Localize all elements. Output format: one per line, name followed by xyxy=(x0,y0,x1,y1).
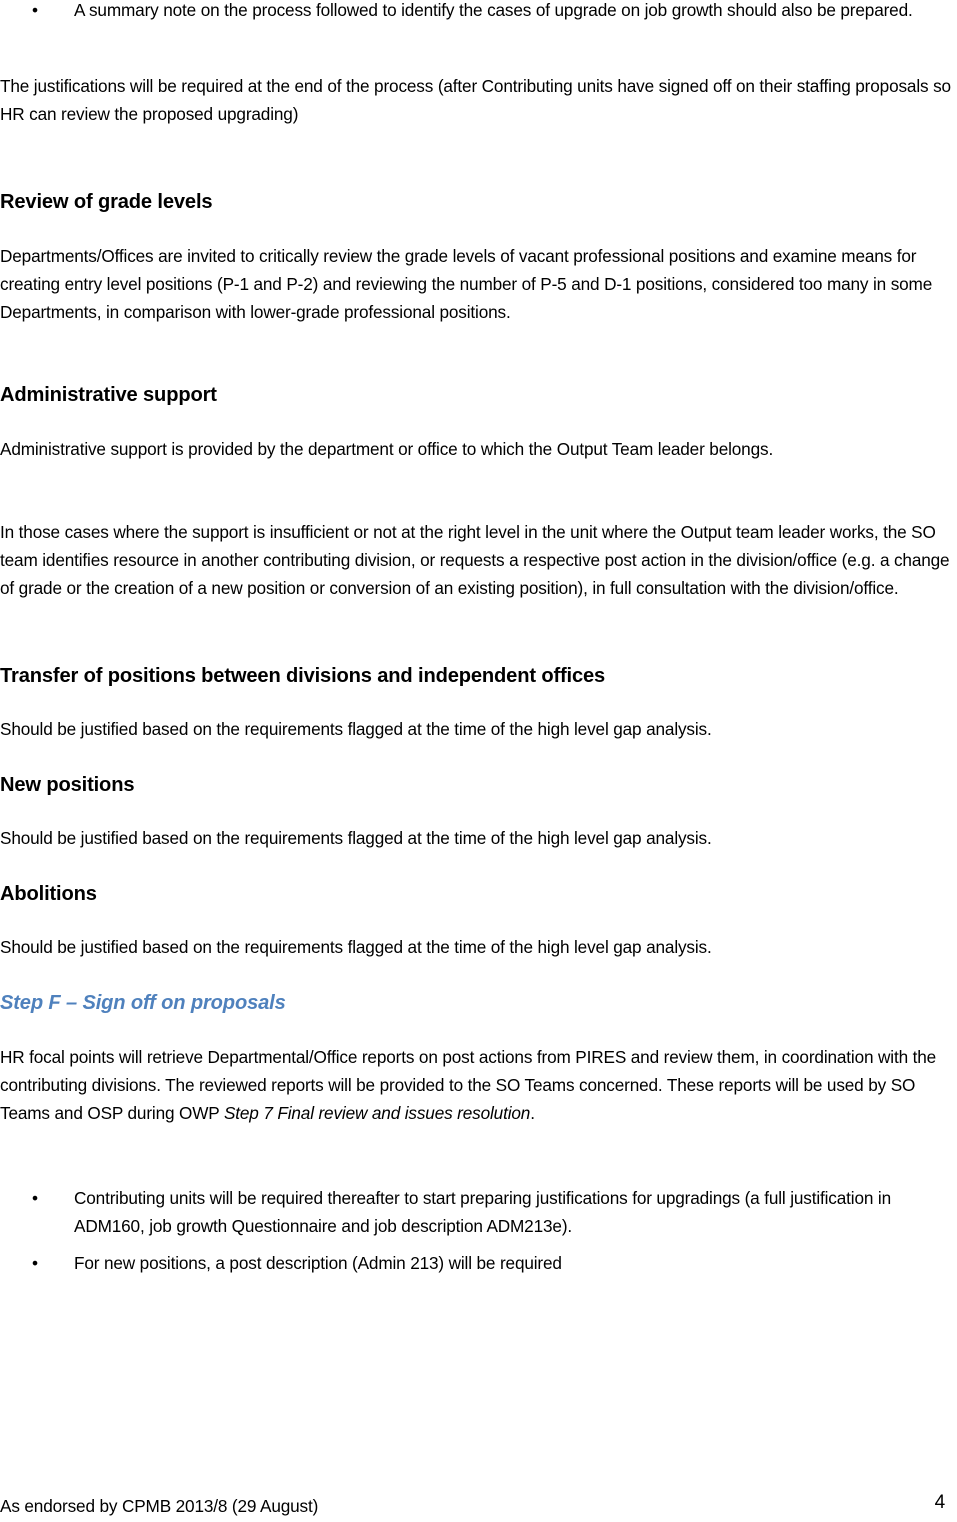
page-number: 4 xyxy=(934,1492,945,1513)
step-f-text-end: . xyxy=(530,1103,535,1123)
heading-transfer-of-positions: Transfer of positions between divisions and independent offices xyxy=(0,665,606,687)
paragraph-abolitions: Should be justified based on the requirements flagged at the time of the high level gap analysis. xyxy=(0,937,712,957)
heading-new-positions: New positions xyxy=(0,774,135,796)
step-f-text: HR focal points will retrieve Departmental/Office reports on post actions from PIRES and review them, in coordination with the contributing divisions. The reviewed reports will be provided to the SO Teams concerned. These reports will be used by SO Teams and OSP during OWP xyxy=(0,1047,937,1123)
list-item-text: Contributing units will be required thereafter to start preparing justifications for upgradings (a full justification in ADM160, job growth Questionnaire and job description ADM213e). xyxy=(74,1188,891,1236)
paragraph-step-f xyxy=(0,1043,957,1127)
list-item-text: A summary note on the process followed to identify the cases of upgrade on job growth should also be prepared. xyxy=(74,0,913,20)
paragraph-transfer-of-positions: Should be justified based on the requirements flagged at the time of the high level gap analysis. xyxy=(0,719,712,739)
paragraph-admin-support-1: Administrative support is provided by the department or office to which the Output Team leader belongs. xyxy=(0,439,774,459)
paragraph-admin-support-2: In those cases where the support is insufficient or not at the right level in the unit where the Output team leader works, the SO team identifies resource in another contributing division, or requests a respective post action in the division/office (e.g. a change of grade or the creation of a new position or conversion of an existing position), in full consultation with the division/office. xyxy=(0,522,950,598)
step-f-italic-reference: Step 7 Final review and issues resolution xyxy=(223,1103,531,1123)
footer-endorsement: As endorsed by CPMB 2013/8 (29 August) xyxy=(0,1496,319,1516)
paragraph-review-grade-levels: Departments/Offices are invited to critically review the grade levels of vacant professional positions and examine means for creating entry level positions (P-1 and P-2) and reviewing the number of P-5 and D-1 positions, considered too many in some Departments, in comparison with lower-grade professional positions. xyxy=(0,246,933,322)
page-footer xyxy=(0,1492,957,1522)
list-item-text: For new positions, a post description (Admin 213) will be required xyxy=(74,1253,562,1273)
bullet-icon: • xyxy=(32,0,38,20)
bullet-icon: • xyxy=(32,1188,38,1208)
paragraph-new-positions: Should be justified based on the requirements flagged at the time of the high level gap analysis. xyxy=(0,828,712,848)
heading-review-grade-levels: Review of grade levels xyxy=(0,191,213,213)
heading-administrative-support: Administrative support xyxy=(0,384,217,406)
heading-abolitions: Abolitions xyxy=(0,883,97,905)
heading-step-f: Step F – Sign off on proposals xyxy=(0,992,286,1014)
intro-paragraph: The justifications will be required at the end of the process (after Contributing units have signed off on their staffing proposals so HR can review the proposed upgrading) xyxy=(0,76,951,124)
bullet-icon: • xyxy=(32,1253,38,1273)
